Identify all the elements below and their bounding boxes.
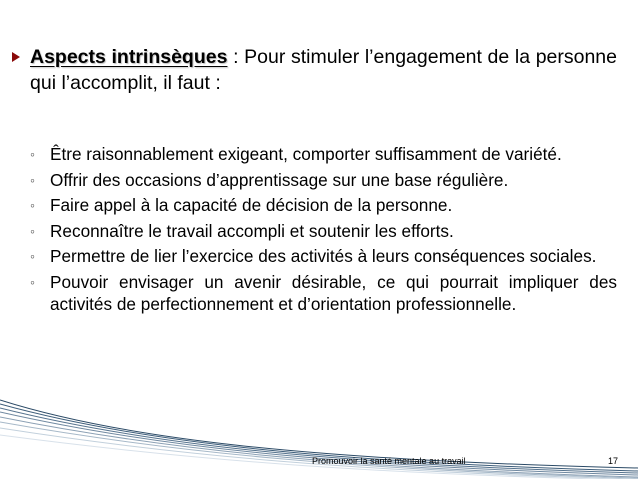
list-item-text: Reconnaître le travail accompli et soutenir les efforts. xyxy=(50,220,454,241)
lead-heading: Aspects intrinsèques xyxy=(30,46,228,68)
wave-line xyxy=(0,422,638,478)
lead-paragraph xyxy=(12,44,617,96)
list-item xyxy=(30,245,617,268)
list-item xyxy=(30,169,617,192)
list-item-text: Faire appel à la capacité de décision de la personne. xyxy=(50,195,453,215)
page-number: 17 xyxy=(607,456,618,466)
list-item xyxy=(30,143,617,166)
list-item xyxy=(30,220,617,243)
circle-bullet-icon: ◦ xyxy=(30,146,35,162)
circle-bullet-icon: ◦ xyxy=(30,222,35,239)
list-item-text: Pouvoir envisager un avenir désirable, ce qui pourrait impliquer des activités de perfectionnement et d’orientation professionnelle. xyxy=(50,271,617,314)
wave-line xyxy=(0,417,638,477)
list-item-text: Permettre de lier l’exercice des activités à leurs conséquences sociales. xyxy=(50,246,597,266)
circle-bullet-icon: ◦ xyxy=(30,171,35,188)
circle-bullet-icon: ◦ xyxy=(30,273,35,290)
circle-bullet-icon: ◦ xyxy=(30,248,35,264)
bullet-list xyxy=(30,143,617,319)
footer-title: Promouvoir la santé mentale au travail xyxy=(312,456,466,466)
list-item-text: Être raisonnablement exigeant, comporter suffisamment de variété. xyxy=(50,144,562,164)
lead-text xyxy=(30,44,617,96)
list-item xyxy=(30,194,617,217)
list-item-text: Offrir des occasions d’apprentissage sur une base régulière. xyxy=(50,169,509,190)
wave-line xyxy=(0,428,638,479)
list-item xyxy=(30,271,617,316)
lead-rest: : Pour stimuler l’engagement de la personne qui l’accomplit, il faut : xyxy=(30,46,618,94)
triangle-bullet-icon xyxy=(12,52,20,62)
circle-bullet-icon: ◦ xyxy=(30,197,35,213)
